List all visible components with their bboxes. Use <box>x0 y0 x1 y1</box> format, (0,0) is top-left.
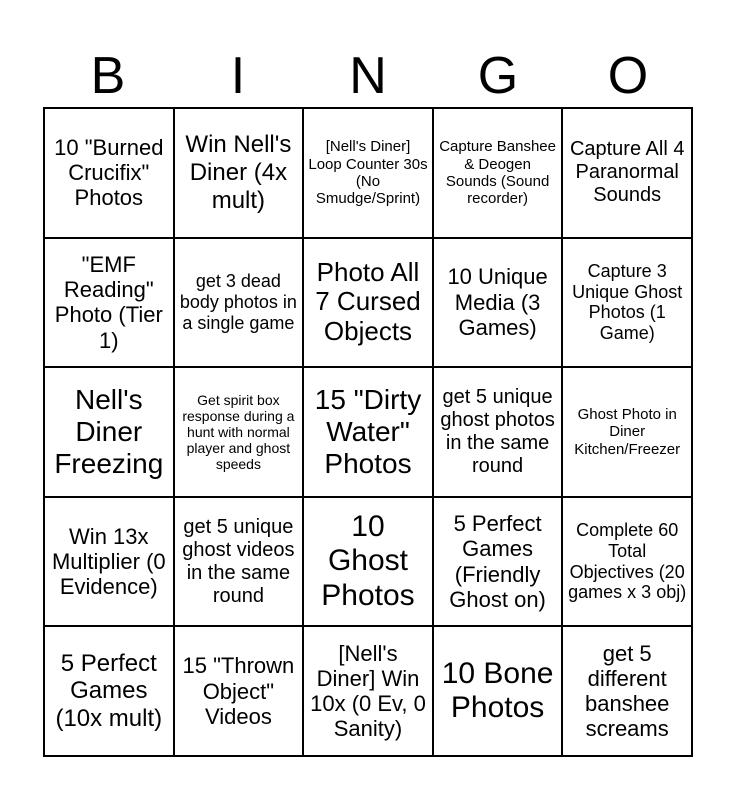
header-letter-i: I <box>230 47 246 105</box>
bingo-cell[interactable]: Photo All 7 Cursed Objects <box>303 238 433 368</box>
bingo-cell[interactable]: "EMF Reading" Photo (Tier 1) <box>44 238 174 368</box>
bingo-cell[interactable]: Win 13x Multiplier (0 Evidence) <box>44 497 174 627</box>
bingo-cell[interactable]: Ghost Photo in Diner Kitchen/Freezer <box>562 367 692 497</box>
bingo-cell[interactable]: Capture 3 Unique Ghost Photos (1 Game) <box>562 238 692 368</box>
bingo-cell[interactable]: get 5 unique ghost videos in the same round <box>174 497 304 627</box>
header-letter-b: B <box>90 47 126 105</box>
bingo-cell[interactable]: 5 Perfect Games (10x mult) <box>44 626 174 756</box>
header-letter-n: N <box>349 47 387 105</box>
bingo-cell[interactable]: 15 "Dirty Water" Photos <box>303 367 433 497</box>
bingo-cell[interactable]: 10 Ghost Photos <box>303 497 433 627</box>
bingo-header <box>43 44 693 108</box>
bingo-cell[interactable]: 10 "Burned Crucifix" Photos <box>44 108 174 238</box>
header-letter-o: O <box>607 47 649 105</box>
bingo-cell[interactable]: get 3 dead body photos in a single game <box>174 238 304 368</box>
bingo-cell[interactable]: [Nell's Diner] Win 10x (0 Ev, 0 Sanity) <box>303 626 433 756</box>
bingo-cell[interactable]: Win Nell's Diner (4x mult) <box>174 108 304 238</box>
bingo-board <box>43 107 693 757</box>
bingo-cell[interactable]: Capture All 4 Paranormal Sounds <box>562 108 692 238</box>
header-letter-g: G <box>477 47 519 105</box>
bingo-cell[interactable]: Complete 60 Total Objectives (20 games x 3 obj) <box>562 497 692 627</box>
bingo-cell[interactable]: get 5 unique ghost photos in the same round <box>433 367 563 497</box>
bingo-cell[interactable]: Get spirit box response during a hunt with normal player and ghost speeds <box>174 367 304 497</box>
bingo-cell[interactable]: [Nell's Diner] Loop Counter 30s (No Smudge/Sprint) <box>303 108 433 238</box>
bingo-cell[interactable]: 15 "Thrown Object" Videos <box>174 626 304 756</box>
bingo-cell[interactable]: 5 Perfect Games (Friendly Ghost on) <box>433 497 563 627</box>
bingo-cell[interactable]: Nell's Diner Freezing <box>44 367 174 497</box>
bingo-cell[interactable]: 10 Unique Media (3 Games) <box>433 238 563 368</box>
bingo-cell[interactable]: Capture Banshee & Deogen Sounds (Sound recorder) <box>433 108 563 238</box>
bingo-cell[interactable]: get 5 different banshee screams <box>562 626 692 756</box>
bingo-cell[interactable]: 10 Bone Photos <box>433 626 563 756</box>
